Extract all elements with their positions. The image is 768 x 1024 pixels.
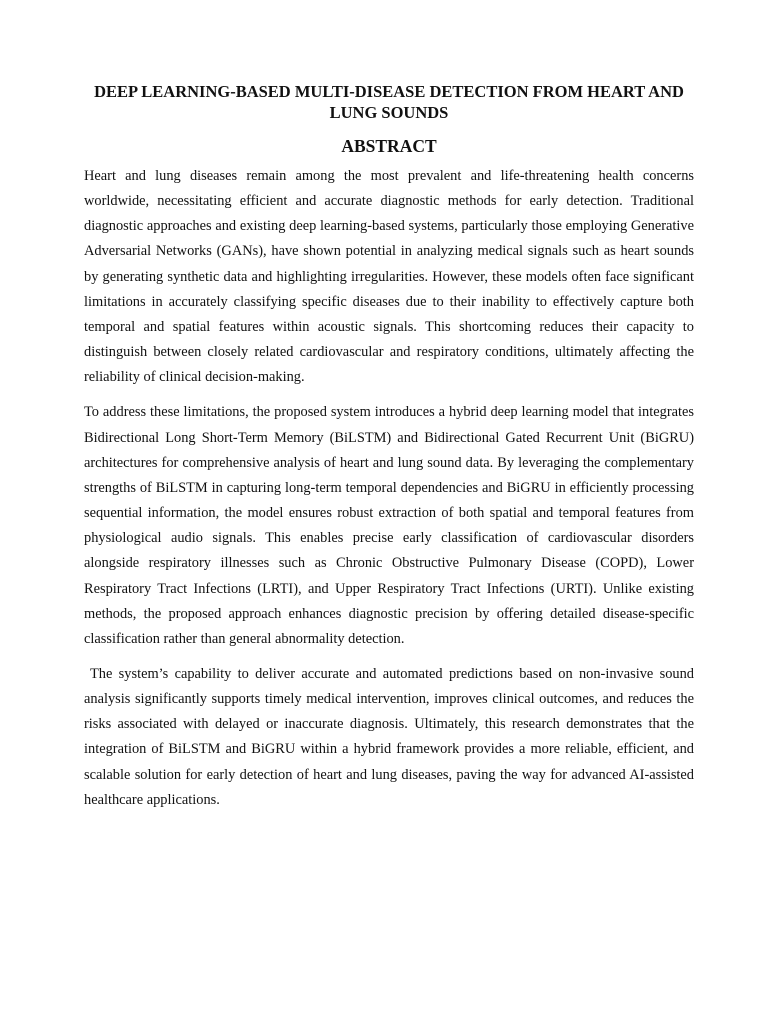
abstract-paragraph-1: Heart and lung diseases remain among the most prevalent and life-threatening health concerns worldwide, necessitating efficient and accurate diagnostic methods for early detection. Traditional diagnostic approaches and existing deep learning-based systems, particularly those employing Generative Adversarial Networks (GANs), have shown potential in analyzing medical signals such as heart sounds by generating synthetic data and highlighting irregularities. However, these models often face significant limitations in accurately classifying specific diseases due to their inability to effectively capture both temporal and spatial features within acoustic signals. This shortcoming reduces their capacity to distinguish between closely related cardiovascular and respiratory conditions, ultimately affecting the reliability of clinical decision-making. — [84, 168, 694, 386]
abstract-paragraph-3: The system’s capability to deliver accurate and automated predictions based on non-invasive sound analysis significantly supports timely medical intervention, improves clinical outcomes, and reduces the risks associated with delayed or inaccurate diagnosis. Ultimately, this research demonstrates that the integration of BiLSTM and BiGRU within a hybrid framework provides a more reliable, efficient, and scalable solution for early detection of heart and lung diseases, paving the way for advanced AI-assisted healthcare applications. — [84, 665, 694, 808]
paper-title: DEEP LEARNING-BASED MULTI-DISEASE DETECTION FROM HEART AND LUNG SOUNDS — [94, 82, 684, 122]
document-page — [84, 81, 694, 813]
abstract-heading: ABSTRACT — [341, 136, 437, 156]
abstract-paragraph-2: To address these limitations, the proposed system introduces a hybrid deep learning model that integrates Bidirectional Long Short-Term Memory (BiLSTM) and Bidirectional Gated Recurrent Unit (BiGRU) architectures for comprehensive analysis of heart and lung sound data. By leveraging the complementary strengths of BiLSTM in capturing long-term temporal dependencies and BiGRU in efficiently processing sequential information, the model ensures robust extraction of both spatial and temporal features from physiological audio signals. This enables precise early classification of cardiovascular disorders alongside respiratory illnesses such as Chronic Obstructive Pulmonary Disease (COPD), Lower Respiratory Tract Infections (LRTI), and Upper Respiratory Tract Infections (URTI). Unlike existing methods, the proposed approach enhances diagnostic precision by offering detailed disease-specific classification rather than general abnormality detection. — [84, 404, 694, 647]
